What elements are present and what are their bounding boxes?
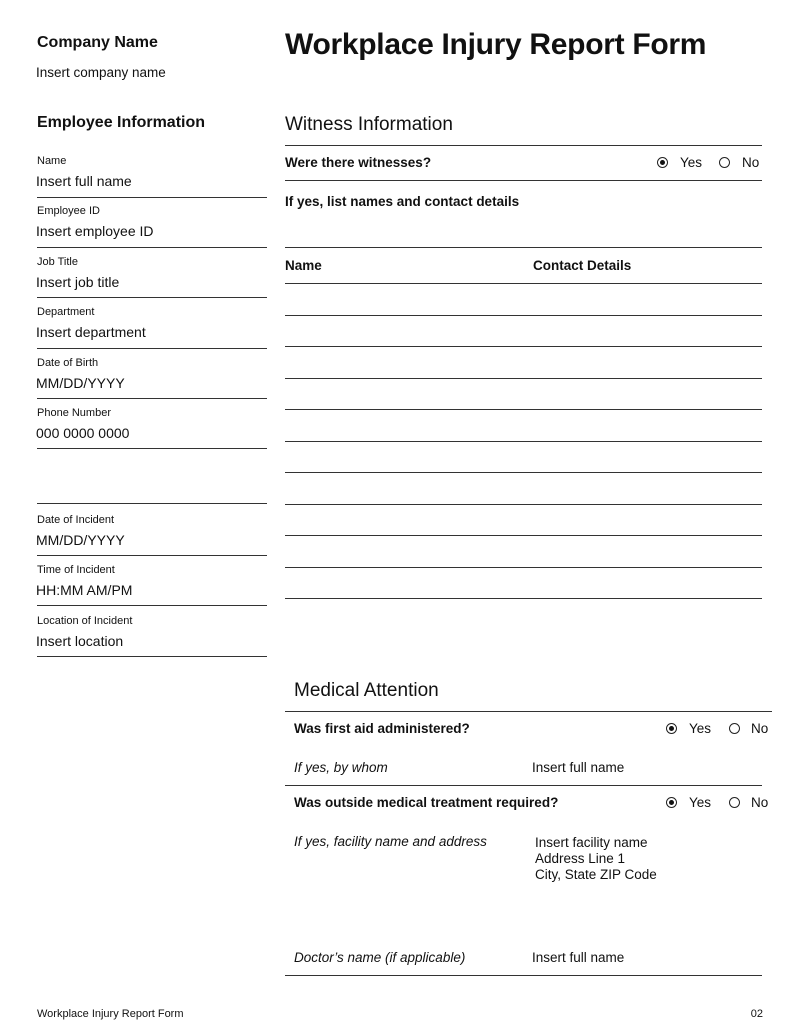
outside-treatment-question: Was outside medical treatment required? xyxy=(294,795,559,810)
field-value[interactable]: Insert location xyxy=(36,633,124,649)
first-aid-yes-label: Yes xyxy=(689,721,712,736)
witness-row-line[interactable] xyxy=(285,441,762,442)
witness-row-line[interactable] xyxy=(285,378,762,379)
field-label: Date of Incident xyxy=(37,514,115,526)
field-label: Location of Incident xyxy=(37,615,133,627)
outside-yes-label: Yes xyxy=(689,795,712,810)
medical-section-heading: Medical Attention xyxy=(294,680,439,701)
divider xyxy=(285,785,762,786)
field-value[interactable]: Insert full name xyxy=(36,173,132,189)
witness-col-name: Name xyxy=(285,258,322,273)
witness-no-label: No xyxy=(742,155,760,170)
witness-question: Were there witnesses? xyxy=(285,155,432,170)
first-aid-no-label: No xyxy=(751,721,769,736)
page-number: 02 xyxy=(750,1008,763,1020)
field-label: Time of Incident xyxy=(37,564,115,576)
witness-yes-radio[interactable] xyxy=(657,157,668,168)
department-field[interactable] xyxy=(37,301,267,349)
employee-id-field[interactable] xyxy=(37,200,267,248)
witness-yes-label: Yes xyxy=(680,155,703,170)
doctor-input[interactable]: Insert full name xyxy=(532,950,625,965)
first-aid-no-radio[interactable] xyxy=(729,723,740,734)
divider xyxy=(285,975,762,976)
date-of-incident-field[interactable] xyxy=(37,509,267,556)
field-value[interactable]: Insert job title xyxy=(36,274,120,290)
table-header-divider xyxy=(285,283,762,284)
field-label: Job Title xyxy=(37,256,78,268)
witness-row-line[interactable] xyxy=(285,598,762,599)
time-of-incident-field[interactable] xyxy=(37,559,267,606)
first-aid-question: Was first aid administered? xyxy=(294,721,470,736)
field-value[interactable]: MM/DD/YYYY xyxy=(36,375,125,391)
outside-yes-radio[interactable] xyxy=(666,797,677,808)
employee-section-heading: Employee Information xyxy=(37,114,206,131)
company-name-input[interactable]: Insert company name xyxy=(36,65,166,80)
witness-no-radio[interactable] xyxy=(719,157,730,168)
field-label: Employee ID xyxy=(37,205,100,217)
divider xyxy=(285,180,762,181)
field-label: Date of Birth xyxy=(37,357,99,369)
field-label: Name xyxy=(37,155,67,167)
witness-row-line[interactable] xyxy=(285,535,762,536)
witness-row-line[interactable] xyxy=(285,567,762,568)
divider xyxy=(285,145,762,146)
field-label: Department xyxy=(37,306,95,318)
doctor-label: Doctor’s name (if applicable) xyxy=(294,950,466,965)
witness-row-line[interactable] xyxy=(285,409,762,410)
by-whom-label: If yes, by whom xyxy=(294,760,388,775)
facility-label: If yes, facility name and address xyxy=(294,834,487,849)
witness-row-line[interactable] xyxy=(285,504,762,505)
date-of-birth-field[interactable] xyxy=(37,352,267,399)
company-name-label: Company Name xyxy=(37,34,158,51)
divider xyxy=(285,711,772,712)
witness-list-prompt: If yes, list names and contact details xyxy=(285,194,520,209)
by-whom-input[interactable]: Insert full name xyxy=(532,760,625,775)
field-value[interactable]: HH:MM AM/PM xyxy=(36,582,133,598)
footer-title: Workplace Injury Report Form xyxy=(37,1008,184,1020)
field-value[interactable]: Insert employee ID xyxy=(36,223,154,239)
outside-no-label: No xyxy=(751,795,769,810)
field-value[interactable]: Insert department xyxy=(36,324,146,340)
outside-no-radio[interactable] xyxy=(729,797,740,808)
facility-address-input[interactable]: Address Line 1 xyxy=(535,851,626,866)
witness-row-line[interactable] xyxy=(285,315,762,316)
witness-row-line[interactable] xyxy=(285,472,762,473)
field-label: Phone Number xyxy=(37,407,111,419)
witness-section-heading: Witness Information xyxy=(285,114,453,135)
witness-col-contact: Contact Details xyxy=(533,258,632,273)
facility-name-input[interactable]: Insert facility name xyxy=(535,835,648,850)
divider xyxy=(285,247,762,248)
job-title-field[interactable] xyxy=(37,251,267,298)
blank-field-line[interactable] xyxy=(37,503,267,504)
field-value[interactable]: MM/DD/YYYY xyxy=(36,532,125,548)
facility-city-input[interactable]: City, State ZIP Code xyxy=(535,867,657,882)
witness-row-line[interactable] xyxy=(285,346,762,347)
first-aid-yes-radio[interactable] xyxy=(666,723,677,734)
phone-number-field[interactable] xyxy=(37,402,267,449)
name-field[interactable] xyxy=(37,150,267,198)
page-title: Workplace Injury Report Form xyxy=(285,28,707,61)
location-of-incident-field[interactable] xyxy=(37,610,267,657)
field-value[interactable]: 000 0000 0000 xyxy=(36,425,130,441)
